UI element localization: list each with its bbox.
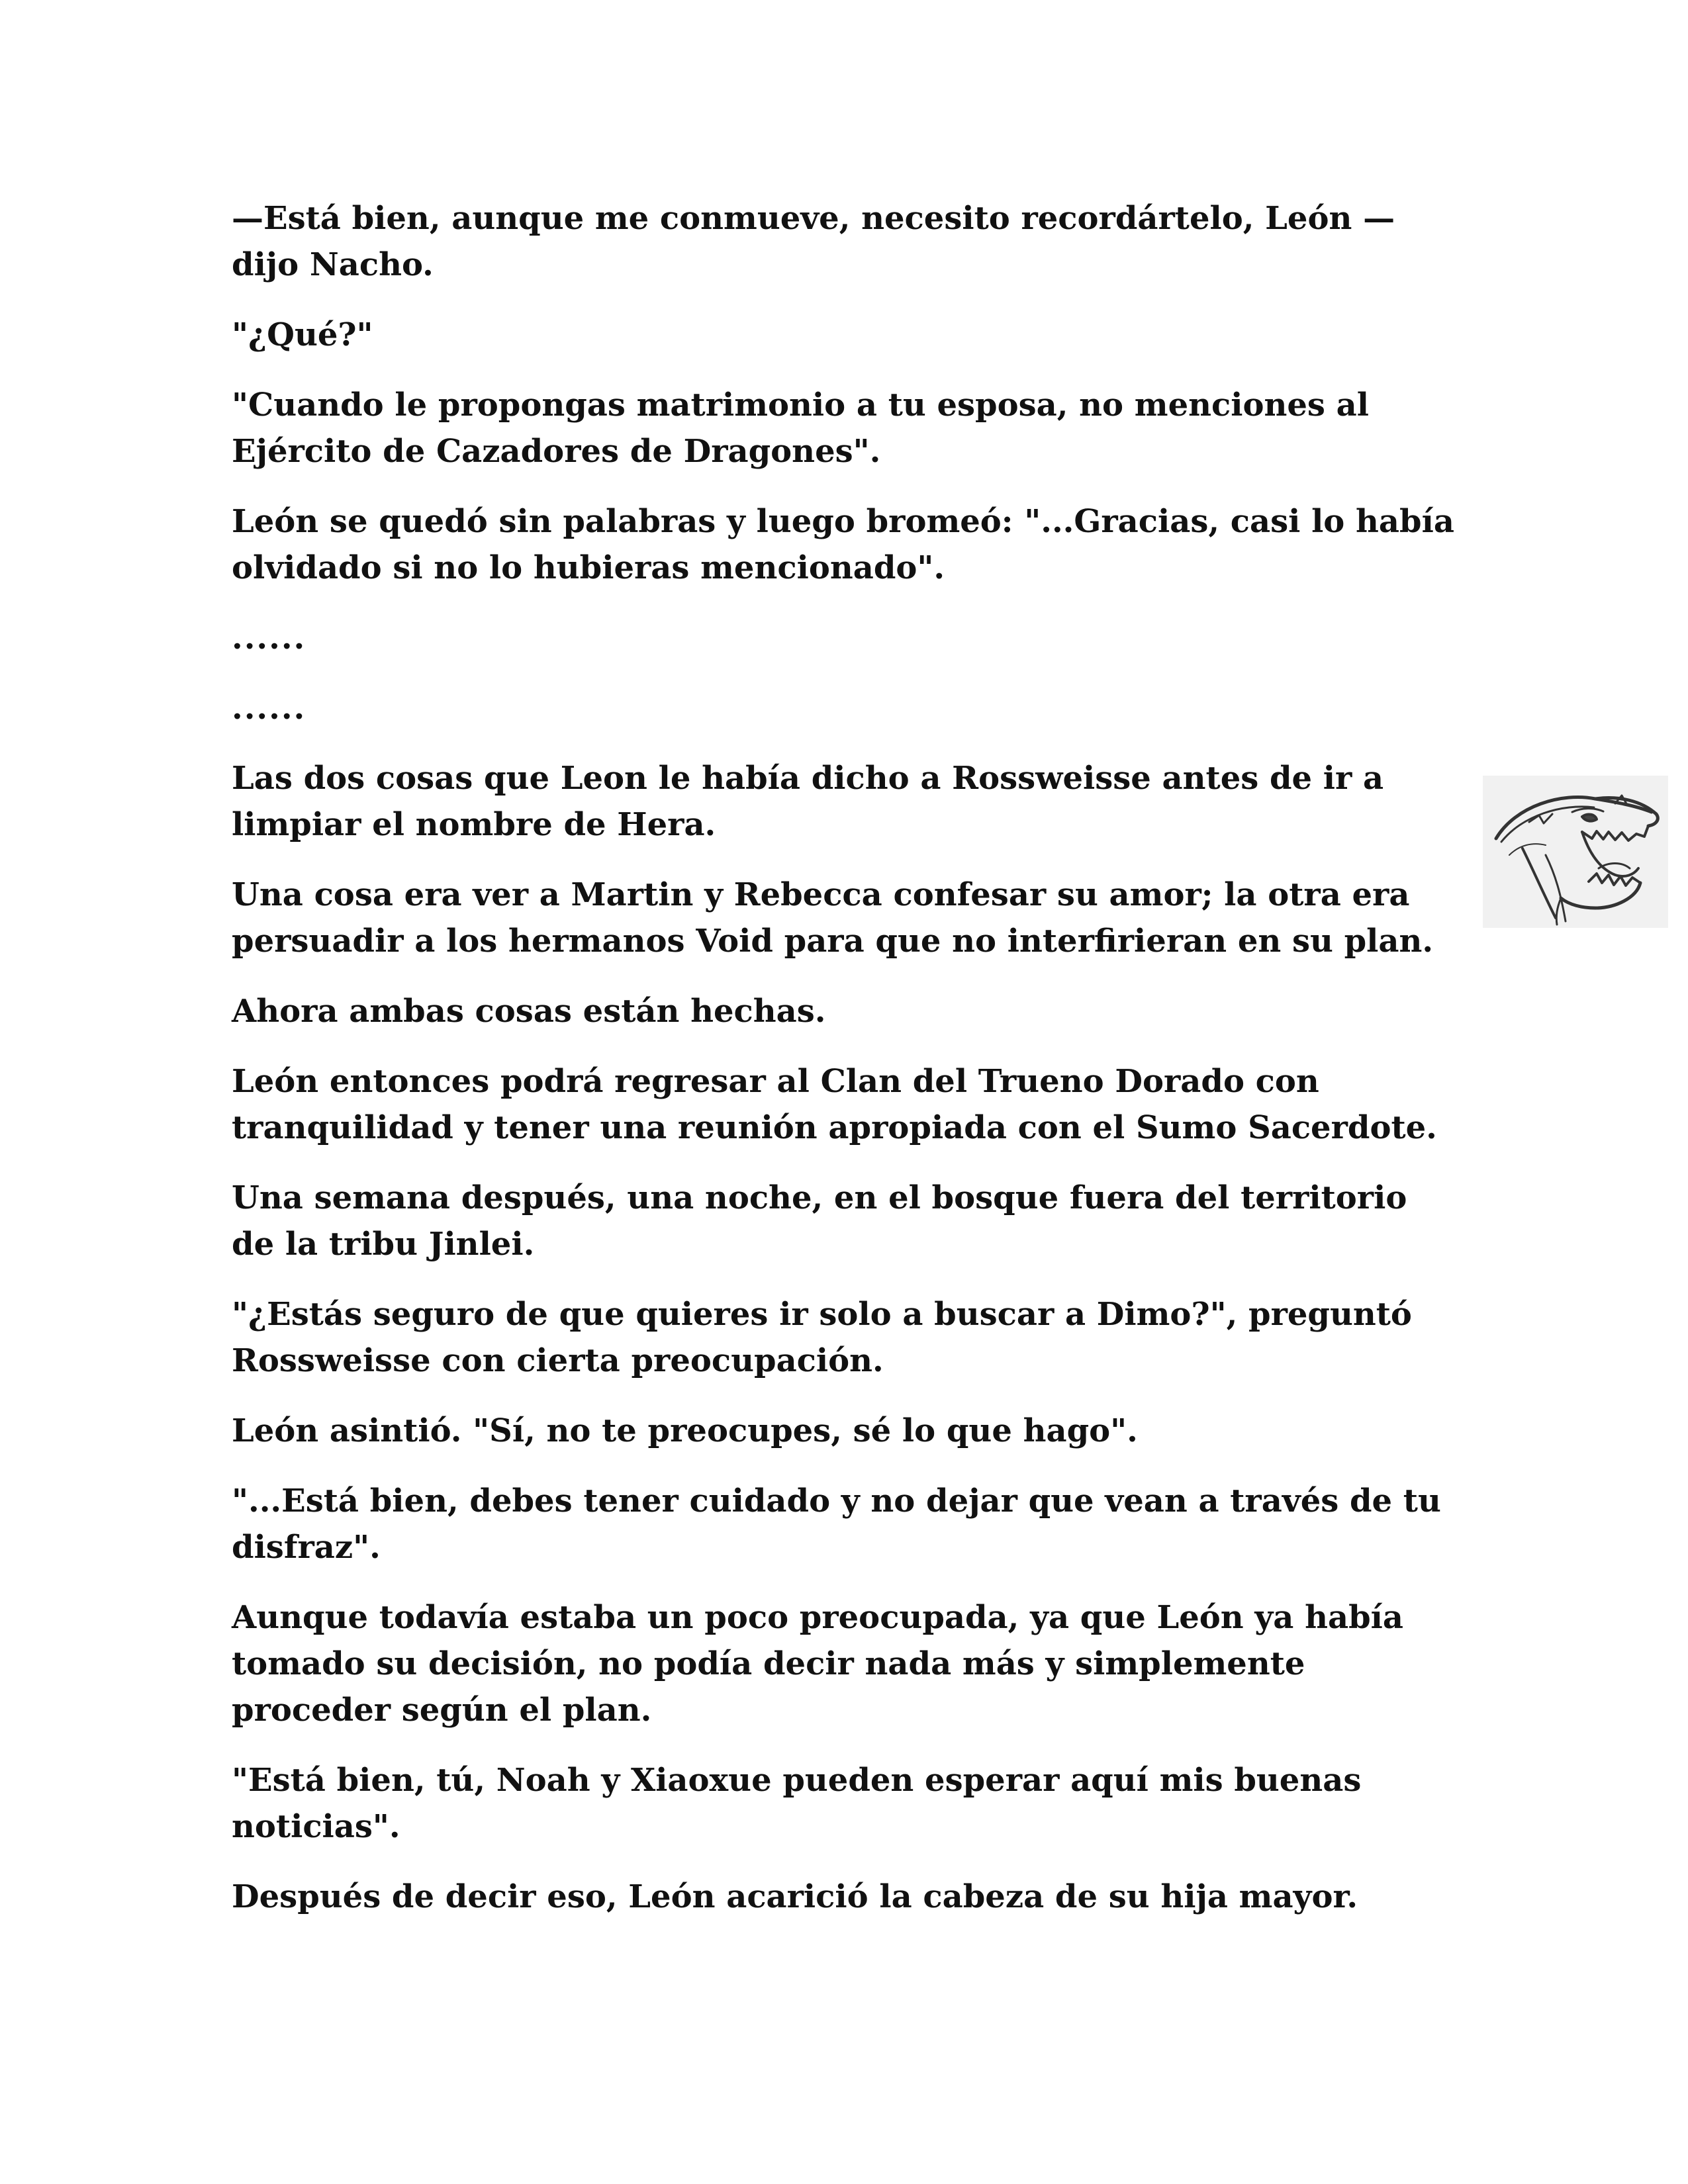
paragraph-16: "Está bien, tú, Noah y Xiaoxue pueden esperar aquí mis buenas noticias". (232, 1762, 1362, 1845)
ellipsis-separator-1: ...... (232, 619, 306, 657)
paragraph-3: "Cuando le propongas matrimonio a tu esposa, no menciones al Ejército de Cazadores de Dragones". (232, 387, 1369, 470)
paragraph-9: Ahora ambas cosas están hechas. (232, 993, 826, 1030)
paragraph-14: "...Está bien, debes tener cuidado y no dejar que vean a través de tu disfraz". (232, 1482, 1441, 1566)
body-text (232, 195, 1456, 1944)
paragraph-2: "¿Qué?" (232, 316, 373, 353)
paragraph-15: Aunque todavía estaba un poco preocupada, ya que León ya había tomado su decisión, no podía decir nada más y simplemente proceder según el plan. (232, 1599, 1403, 1729)
ellipsis-separator-2: ...... (232, 690, 306, 727)
paragraph-12: "¿Estás seguro de que quieres ir solo a buscar a Dimo?", preguntó Rossweisse con cierta preocupación. (232, 1296, 1412, 1379)
dragon-head-sketch-icon (1483, 776, 1668, 928)
paragraph-11: Una semana después, una noche, en el bosque fuera del territorio de la tribu Jinlei. (232, 1179, 1407, 1263)
paragraph-7: Las dos cosas que Leon le había dicho a Rossweisse antes de ir a limpiar el nombre de Hera. (232, 760, 1384, 843)
paragraph-1: —Está bien, aunque me conmueve, necesito recordártelo, León —dijo Nacho. (232, 200, 1395, 283)
paragraph-8: Una cosa era ver a Martin y Rebecca confesar su amor; la otra era persuadir a los hermanos Void para que no interfirieran en su plan. (232, 876, 1434, 960)
paragraph-13: León asintió. "Sí, no te preocupes, sé lo que hago". (232, 1412, 1138, 1449)
paragraph-17: Después de decir eso, León acarició la cabeza de su hija mayor. (232, 1878, 1358, 1915)
paragraph-4: León se quedó sin palabras y luego bromeó: "...Gracias, casi lo había olvidado si no lo hubieras mencionado". (232, 503, 1454, 586)
paragraph-10: León entonces podrá regresar al Clan del Trueno Dorado con tranquilidad y tener una reunión apropiada con el Sumo Sacerdote. (232, 1063, 1437, 1146)
